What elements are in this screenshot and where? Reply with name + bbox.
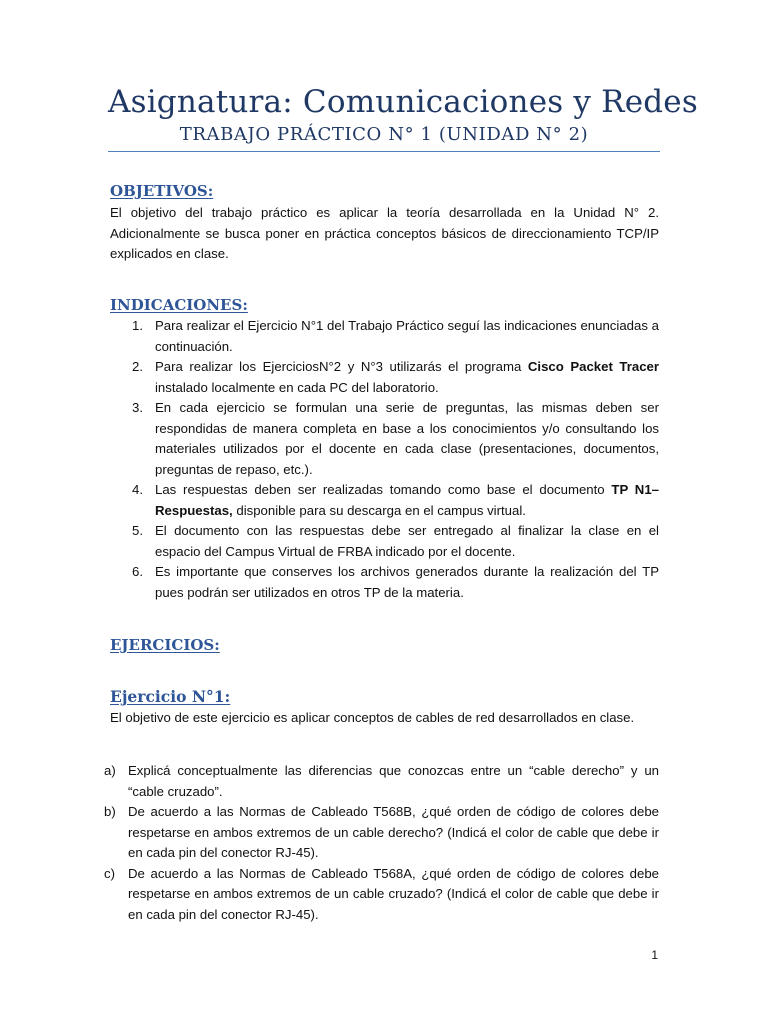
list-item xyxy=(110,398,659,480)
document-subtitle: TRABAJO PRÁCTICO N° 1 (UNIDAD N° 2) xyxy=(179,124,589,145)
list-item-number: 3. xyxy=(132,400,143,415)
list-item-text-post: instalado localmente en cada PC del laboratorio. xyxy=(155,379,439,395)
indicaciones-heading: INDICACIONES: xyxy=(110,296,248,314)
list-item xyxy=(104,761,659,802)
list-item-text: De acuerdo a las Normas de Cableado T568A, ¿qué orden de código de colores debe respetarse en ambos extremos de un cable cruzado? (Indicá el color de cable que debe ir en cada pin del conector RJ-45). xyxy=(128,865,659,922)
list-item-bold-text: Cisco Packet Tracer xyxy=(527,359,660,374)
list-item-number: 2. xyxy=(132,359,143,374)
indicaciones-list xyxy=(110,316,659,603)
list-item-letter: b) xyxy=(104,804,116,819)
list-item-number: 5. xyxy=(132,523,143,538)
ejercicio-1-questions xyxy=(104,761,659,925)
objetivos-text: El objetivo del trabajo práctico es aplicar la teoría desarrollada en la Unidad N° 2. Adicionalmente se busca poner en práctica conceptos básicos de direccionamiento TCP/IP explicados en clase. xyxy=(110,205,659,261)
list-item-text-pre: Para realizar los EjerciciosN°2 y N°3 utilizarás el programa xyxy=(155,359,528,374)
list-item xyxy=(110,562,659,603)
list-item-text: Es importante que conserves los archivos generados durante la realización del TP pues podrán ser utilizados en otros TP de la materia. xyxy=(155,564,659,600)
list-item-number: 4. xyxy=(132,482,143,497)
list-item-text: Para realizar el Ejercicio N°1 del Trabajo Práctico seguí las indicaciones enunciadas a continuación. xyxy=(155,318,659,354)
title-divider xyxy=(108,151,660,152)
list-item-number: 6. xyxy=(132,564,143,579)
list-item-letter: a) xyxy=(104,763,116,778)
list-item-text-post: disponible para su descarga en el campus virtual. xyxy=(232,502,526,518)
list-item xyxy=(104,864,659,926)
list-item-text-pre: Las respuestas deben ser realizadas tomando como base el documento xyxy=(155,482,612,497)
list-item xyxy=(110,316,659,357)
document-title: Asignatura: Comunicaciones y Redes xyxy=(108,84,698,120)
list-item-text: El documento con las respuestas debe ser entregado al finalizar la clase en el espacio del Campus Virtual de FRBA indicado por el docente. xyxy=(155,523,659,559)
ejercicio-1-heading: Ejercicio N°1: xyxy=(110,687,231,706)
list-item-text: Explicá conceptualmente las diferencias que conozcas entre un “cable derecho” y un “cable cruzado”. xyxy=(128,763,659,799)
ejercicio-1-intro: El objetivo de este ejercicio es aplicar conceptos de cables de red desarrollados en clase. xyxy=(110,710,635,725)
list-item xyxy=(110,521,659,562)
list-item xyxy=(104,802,659,864)
objetivos-heading: OBJETIVOS: xyxy=(110,182,214,200)
ejercicios-heading: EJERCICIOS: xyxy=(110,636,220,654)
list-item-bold-text: TP N1– Respuestas, xyxy=(155,482,659,518)
list-item-text: En cada ejercicio se formulan una serie de preguntas, las mismas deben ser respondidas de manera completa en base a los conocimientos y/o consultando los materiales utilizados por el docente en cada clase (presentaciones, documentos, preguntas de repaso, etc.). xyxy=(155,400,659,477)
list-item-text: De acuerdo a las Normas de Cableado T568B, ¿qué orden de código de colores debe respetarse en ambos extremos de un cable derecho? (Indicá el color de cable que debe ir en cada pin del conector RJ-45). xyxy=(128,804,659,860)
list-item xyxy=(110,357,659,398)
list-item-number: 1. xyxy=(132,318,143,333)
page-number: 1 xyxy=(651,948,658,962)
list-item xyxy=(110,480,659,521)
list-item-letter: c) xyxy=(104,865,115,881)
